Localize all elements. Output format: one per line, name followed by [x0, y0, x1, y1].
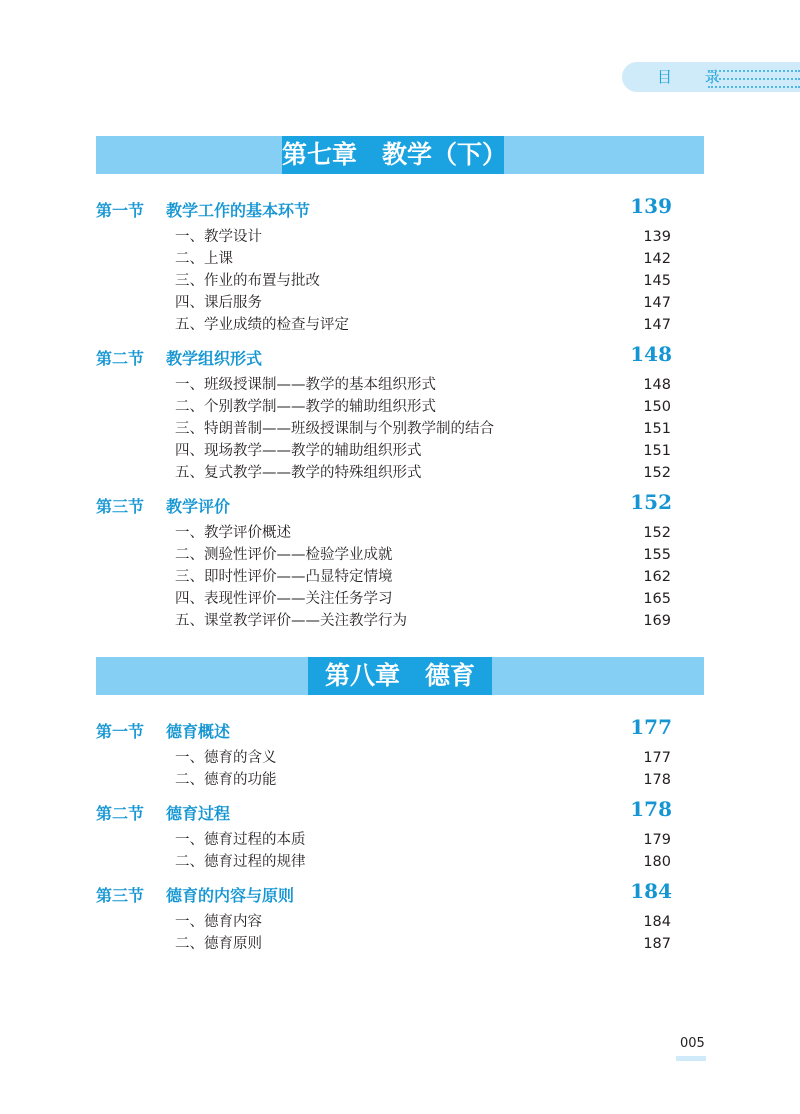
item-page: 142 [643, 251, 671, 267]
item-title: 五、学业成绩的检查与评定 [175, 317, 349, 333]
item-page: 180 [643, 854, 671, 870]
section-number: 第三节 [96, 886, 145, 905]
section-page: 184 [630, 879, 672, 903]
item-title: 四、现场教学——教学的辅助组织形式 [175, 443, 422, 459]
toc-item[interactable] [175, 396, 671, 418]
toc-item[interactable] [175, 462, 671, 484]
item-page: 179 [643, 832, 671, 848]
chapter-bar [96, 657, 704, 695]
item-title: 二、测验性评价——检验学业成就 [175, 547, 393, 563]
section-row[interactable] [96, 490, 672, 518]
item-title: 三、特朗普制——班级授课制与个别教学制的结合 [175, 421, 494, 437]
section-page: 177 [630, 715, 672, 739]
item-title: 五、课堂教学评价——关注教学行为 [175, 613, 407, 629]
item-title: 一、德育过程的本质 [175, 832, 306, 848]
item-page: 165 [643, 591, 671, 607]
toc-item[interactable] [175, 829, 671, 851]
header-dotted-line [708, 86, 800, 88]
header-label: 目 录 [657, 68, 734, 86]
item-title: 一、班级授课制——教学的基本组织形式 [175, 377, 436, 393]
section-number: 第一节 [96, 201, 145, 220]
toc-item[interactable] [175, 374, 671, 396]
item-title: 二、德育的功能 [175, 772, 277, 788]
item-page: 150 [643, 399, 671, 415]
section-row[interactable] [96, 194, 672, 222]
item-title: 一、德育的含义 [175, 750, 277, 766]
item-title: 二、德育原则 [175, 936, 262, 952]
item-page: 187 [643, 936, 671, 952]
section-title: 德育的内容与原则 [166, 886, 295, 905]
toc-item[interactable] [175, 314, 671, 336]
toc-item[interactable] [175, 610, 671, 632]
item-page: 178 [643, 772, 671, 788]
toc-item[interactable] [175, 933, 671, 955]
section-number: 第三节 [96, 497, 145, 516]
item-page: 147 [643, 295, 671, 311]
item-title: 二、德育过程的规律 [175, 854, 306, 870]
toc-item[interactable] [175, 248, 671, 270]
toc-item[interactable] [175, 418, 671, 440]
item-page: 148 [643, 377, 671, 393]
item-page: 152 [643, 465, 671, 481]
item-page: 139 [643, 229, 671, 245]
section-number: 第一节 [96, 722, 145, 741]
item-page: 152 [643, 525, 671, 541]
item-title: 一、教学评价概述 [175, 525, 291, 541]
item-title: 二、个别教学制——教学的辅助组织形式 [175, 399, 436, 415]
item-title: 一、教学设计 [175, 229, 262, 245]
toc-item[interactable] [175, 588, 671, 610]
section-title: 教学评价 [166, 497, 231, 516]
item-page: 169 [643, 613, 671, 629]
item-title: 四、课后服务 [175, 295, 262, 311]
item-page: 151 [643, 443, 671, 459]
header-dotted-line [708, 78, 800, 80]
item-title: 四、表现性评价——关注任务学习 [175, 591, 393, 607]
toc-item[interactable] [175, 851, 671, 873]
item-page: 155 [643, 547, 671, 563]
chapter-title: 第七章 教学（下） [282, 136, 504, 174]
item-page: 162 [643, 569, 671, 585]
item-title: 五、复式教学——教学的特殊组织形式 [175, 465, 422, 481]
toc-item[interactable] [175, 911, 671, 933]
section-row[interactable] [96, 342, 672, 370]
item-page: 184 [643, 914, 671, 930]
section-page: 178 [630, 797, 672, 821]
item-page: 151 [643, 421, 671, 437]
toc-item[interactable] [175, 747, 671, 769]
section-title: 德育过程 [166, 804, 231, 823]
section-row[interactable] [96, 879, 672, 907]
page-number-underline [676, 1056, 706, 1061]
item-page: 145 [643, 273, 671, 289]
item-title: 二、上课 [175, 251, 233, 267]
toc-item[interactable] [175, 270, 671, 292]
section-row[interactable] [96, 715, 672, 743]
chapter-title: 第八章 德育 [308, 657, 492, 695]
section-title: 教学工作的基本环节 [166, 201, 311, 220]
toc-item[interactable] [175, 566, 671, 588]
section-page: 148 [630, 342, 672, 366]
section-title: 教学组织形式 [166, 349, 263, 368]
section-page: 139 [630, 194, 672, 218]
section-page: 152 [630, 490, 672, 514]
section-title: 德育概述 [166, 722, 231, 741]
toc-item[interactable] [175, 292, 671, 314]
toc-item[interactable] [175, 769, 671, 791]
page-number: 005 [680, 1036, 705, 1051]
toc-item[interactable] [175, 544, 671, 566]
section-number: 第二节 [96, 349, 145, 368]
chapter-bar [96, 136, 704, 174]
toc-item[interactable] [175, 226, 671, 248]
item-title: 一、德育内容 [175, 914, 262, 930]
toc-item[interactable] [175, 522, 671, 544]
item-title: 三、作业的布置与批改 [175, 273, 320, 289]
section-row[interactable] [96, 797, 672, 825]
header-dotted-line [708, 70, 800, 72]
toc-item[interactable] [175, 440, 671, 462]
section-number: 第二节 [96, 804, 145, 823]
item-page: 177 [643, 750, 671, 766]
item-page: 147 [643, 317, 671, 333]
item-title: 三、即时性评价——凸显特定情境 [175, 569, 393, 585]
